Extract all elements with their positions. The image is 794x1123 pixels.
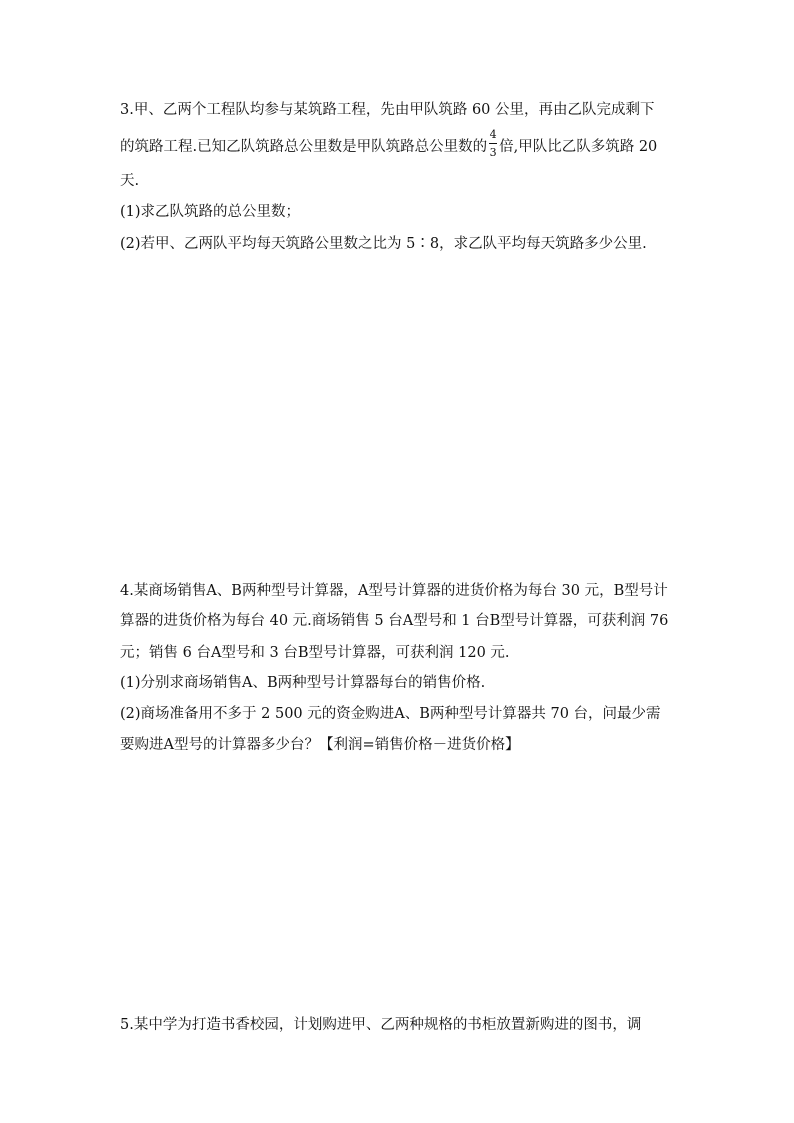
fraction-four-thirds	[488, 128, 498, 159]
fraction-denominator: 3	[489, 146, 497, 159]
problem4-line3: 元；销售 6 台A型号和 3 台B型号计算器，可获利润 120 元.	[120, 645, 510, 661]
problem4-question2-line2: 要购进A型号的计算器多少台？【利润=销售价格－进货价格】	[120, 737, 520, 753]
problem4-line2: 算器的进货价格为每台 40 元.商场销售 5 台A型号和 1 台B型号计算器，可获利润 76	[120, 613, 669, 629]
problem5-line1: 5.某中学为打造书香校园，计划购进甲、乙两种规格的书柜放置新购进的图书，调	[120, 1017, 642, 1033]
problem3-line2-after: 倍,甲队比乙队多筑路 20	[499, 139, 658, 155]
problem3-line2	[120, 128, 658, 159]
problem4-question1: (1)分别求商场销售A、B两种型号计算器每台的销售价格.	[120, 675, 486, 691]
problem3-question1: (1)求乙队筑路的总公里数；	[120, 204, 301, 220]
problem3-line3: 天.	[120, 173, 140, 189]
problem4-question2-line1: (2)商场准备用不多于 2 500 元的资金购进A、B两种型号计算器共 70 台，问最少需	[120, 706, 661, 722]
fraction-bar	[489, 143, 497, 144]
problem3-line1: 3.甲、乙两个工程队均参与某筑路工程，先由甲队筑路 60 公里，再由乙队完成剩下	[120, 102, 655, 118]
problem3-line2-before: 的筑路工程.已知乙队筑路总公里数是甲队筑路总公里数的	[120, 139, 488, 155]
problem3-question2: (2)若甲、乙两队平均每天筑路公里数之比为 5∶8，求乙队平均每天筑路多少公里.	[120, 236, 647, 252]
fraction-numerator: 4	[489, 128, 497, 141]
problem4-line1: 4.某商场销售A、B两种型号计算器，A型号计算器的进货价格为每台 30 元，B型号计	[120, 583, 668, 599]
